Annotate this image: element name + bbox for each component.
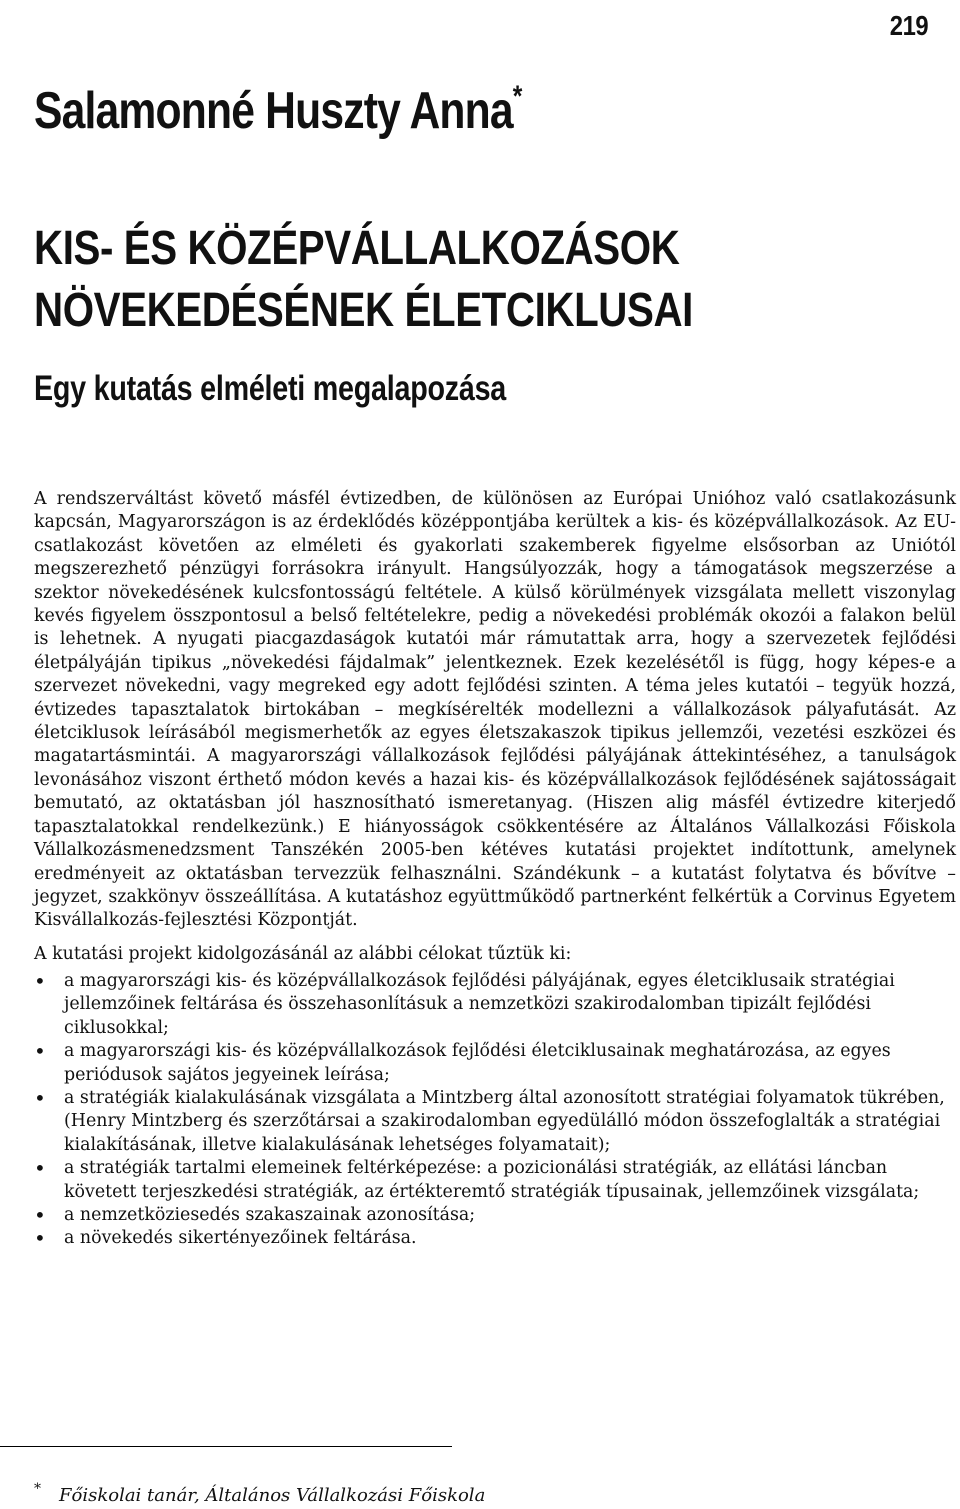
- footnote: [34, 1481, 485, 1506]
- bullet-icon: •: [34, 1039, 46, 1064]
- list-item: [34, 1040, 956, 1087]
- list-item-text: a stratégiák kialakulásának vizsgálata a Mintzberg által azonosított stratégiai folyamatok tükrében, (Henry Mintzberg és szerzőtársai a szakirodalomban egyedülálló módon összefoglalták a stratégiai kialakításának, illetve kialakulásának lehetséges folyamatait);: [64, 1088, 945, 1155]
- list-item-text: a stratégiák tartalmi elemeinek feltérképezése: a pozicionálási stratégiák, az ellátási láncban követett terjeszkedési stratégiák, az értékteremtő stratégiák típusainak, jellemzőinek vizsgálata;: [64, 1158, 920, 1202]
- footnote-divider: [0, 1446, 452, 1447]
- footnote-text: Főiskolai tanár, Általános Vállalkozási Főiskola: [59, 1485, 486, 1506]
- bullet-icon: •: [34, 1226, 46, 1251]
- article-subtitle: Egy kutatás elméleti megalapozása: [34, 369, 507, 408]
- article-title: [34, 218, 693, 342]
- footnote-mark: *: [34, 1481, 41, 1497]
- list-item-text: a növekedés sikertényezőinek feltárása.: [64, 1228, 417, 1249]
- list-item-text: a magyarországi kis- és középvállalkozások fejlődési pályájának, egyes életciklusaik stratégiai jellemzőinek feltárása és összehasonlításuk a nemzetközi szakirodalomban tipizált fejlődési ciklusokkal;: [64, 971, 895, 1038]
- list-item: [34, 1087, 956, 1157]
- list-item-text: a nemzetköziesedés szakaszainak azonosítása;: [64, 1205, 476, 1226]
- list-item: [34, 1227, 956, 1250]
- author-name: [34, 80, 522, 141]
- list-item-text: a magyarországi kis- és középvállalkozások fejlődési életciklusainak meghatározása, az egyes periódusok sajátos jegyeinek leírása;: [64, 1041, 891, 1085]
- page-number: 219: [889, 10, 928, 41]
- title-line-1: KIS- ÉS KÖZÉPVÁLLALKOZÁSOK: [34, 222, 680, 275]
- list-item: [34, 1157, 956, 1204]
- intro-paragraph: A rendszerváltást követő másfél évtizedben, de különösen az Európai Unióhoz való csatlakozásunk kapcsán, Magyarországon is az érdeklődés középpontjába kerültek a kis- és középvállalkozások. Az EU-csatlakozást követően az elméleti és gyakorlati szakemberek figyelme elsősorban az Uniótól megszerezhető pénzügyi forrásokra irányult. Hangsúlyozzák, hogy a támogatások megszerzése a szektor növekedésének kulcsfontosságú feltétele. A külső körülmények vizsgálata mellett viszonylag kevés figyelem összpontosul a belső feltételekre, pedig a növekedési problémák okozói a falakon belül is lehetnek. A nyugati piacgazdaságok kutatói már rámutattak arra, hogy a szervezetek fejlődési életpályáján tipikus „növekedési fájdalmak” jelentkeznek. Ezek kezelésétől is függ, hogy képes-e a szervezet növekedni, vagy megreked egy adott fejlődési szinten. A téma jeles kutatói – tegyük hozzá, évtizedes tapasztalatok birtokában – megkísérelték modellezni a vállalkozások pályafutását. Az életciklusok leírásából megismerhetők az egyes életszakaszok tipikus jellemzői, vezetési eszközei és magatartásmintái. A magyarországi vállalkozások fejlődési pályájának áttekintéséhez, a tanulságok levonásához viszont érthető módon kevés a hazai kis- és középvállalkozások fejlődésének sajátosságait bemutató, az oktatásban jól hasznosítható ismeretanyag. (Hiszen alig másfél évtizedre kiterjedő tapasztalatokkal rendelkezünk.) E hiányosságok csökkentésére az Általános Vállalkozási Főiskola Vállalkozásmenedzsment Tanszékén 2005-ben kétéves kutatási projektet indítottunk, amelynek eredményeit az oktatásban tervezzük felhasználni. Szándékunk – a kutatást folytatva és bővítve – jegyzet, szakkönyv összeállítása. A kutatáshoz együttműködő partnerként felkértük a Corvinus Egyetem Kisvállalkozás-fejlesztési Központját.: [34, 489, 956, 931]
- title-line-2: NÖVEKEDÉSÉNEK ÉLETCIKLUSAI: [34, 284, 693, 337]
- bullet-icon: •: [34, 1156, 46, 1181]
- goals-intro-paragraph: A kutatási projekt kidolgozásánál az alábbi célokat tűztük ki:: [34, 944, 572, 964]
- list-item: [34, 1204, 956, 1227]
- author-footnote-mark: *: [512, 80, 522, 113]
- goals-list: [34, 970, 956, 1251]
- bullet-icon: •: [34, 1086, 46, 1111]
- list-item: [34, 970, 956, 1040]
- author-name-text: Salamonné Huszty Anna: [34, 82, 513, 140]
- bullet-icon: •: [34, 969, 46, 993]
- bullet-icon: •: [34, 1203, 46, 1228]
